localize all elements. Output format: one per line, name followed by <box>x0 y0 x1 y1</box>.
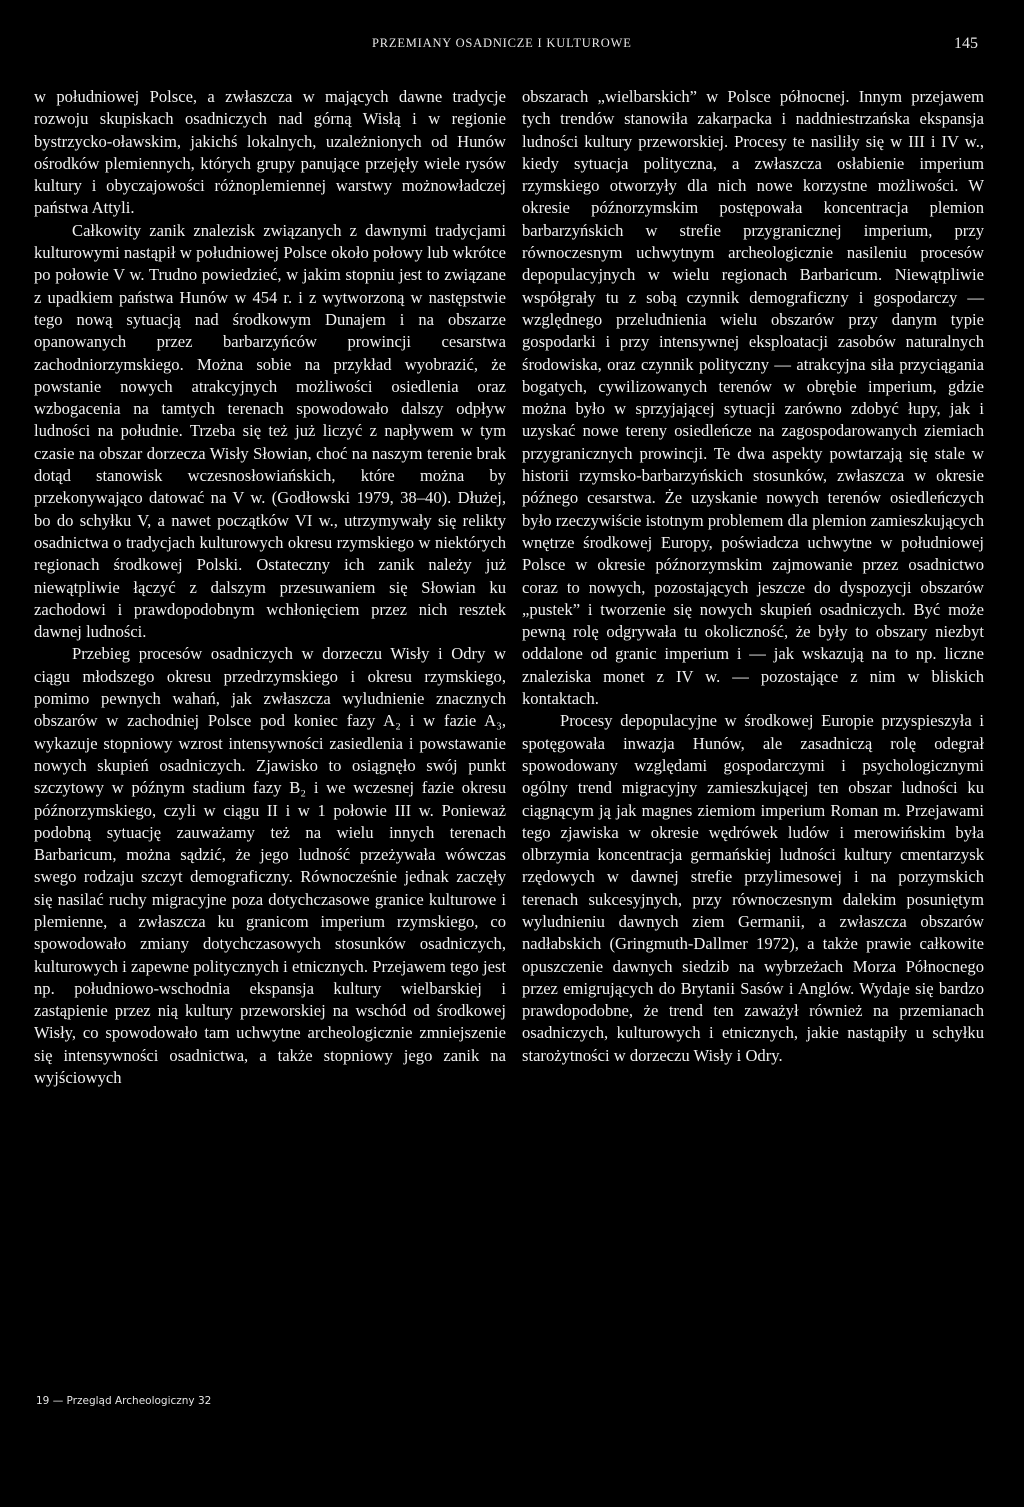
paragraph: obszarach „wielbarskich” w Polsce północnej. Innym przejawem tych trendów stanowiła zakarpacka i naddniestrzańska ekspansja ludności kultury przeworskiej. Procesy te nasiliły się w III i IV w., kiedy sytuacja polityczna, a zwłaszcza osłabienie imperium rzymskiego otworzyły dla nich nowe korzystne możliwości. W okresie późnorzymskim postępowała koncentracja plemion barbarzyńskich w strefie przygranicznej imperium, przy równoczesnym uchwytnym archeologicznie nasileniu procesów depopulacyjnych w wielu regionach Barbaricum. Niewątpliwie współgrały tu z sobą czynnik demograficzny i gospodarczy — względnego przeludnienia wielu obszarów przy danym typie gospodarki i przy intensywnej eksploatacji zasobów naturalnych środowiska, oraz czynnik polityczny — atrakcyjna siła przyciągania bogatych, cywilizowanych terenów w obrębie imperium, gdzie można było w sprzyjającej sytuacji zarówno zdobyć łupy, jak i uzyskać nowe tereny osiedleńcze na zagospodarowanych ziemiach przygranicznych prowincji. Te dwa aspekty powtarzają się stale w historii rzymsko-barbarzyńskich stosunków, zwłaszcza w okresie późnego cesarstwa. Że uzyskanie nowych terenów osiedleńczych było rzeczywiście istotnym problemem dla plemion zamieszkujących wnętrze środkowej Europy, poświadcza uchwytne w południowej Polsce w okresie późnorzymskim zajmowanie przez osadnictwo coraz to nowych, pozostających jeszcze do dyspozycji obszarów „pustek” i tworzenie się nowych skupień osadniczych. Być może pewną rolę odgrywała tu okoliczność, że były to obszary niezbyt oddalone od granic imperium i — jak wskazują na to np. liczne znaleziska monet z IV w. — pozostające z nim w bliskich kontaktach. <box>522 87 984 709</box>
paragraph: Procesy depopulacyjne w środkowej Europie przyspieszyła i spotęgowała inwazja Hunów, ale zasadniczą rolę odegrał spowodowany względami gospodarczymi i psychologicznymi ogólny trend migracyjny zamieszkującej ten obszar ludności ku ciągnącym ją jak magnes ziemiom imperium Roman m. Przejawami tego zjawiska w okresie wędrówek ludów i merowińskim była olbrzymia koncentracja germańskiej ludności kultury cmentarzysk rzędowych w dawnej strefie przylimesowej i na porzymskich terenach sukcesyjnych, przy równoczesnym dalekim posuniętym wyludnieniu dawnych ziem Germanii, a zwłaszcza obszarów nadłabskich (Gringmuth-Dallmer 1972), a także prawie całkowite opuszczenie dawnych siedzib na wybrzeżach Morza Północnego przez emigrujących do Brytanii Sasów i Anglów. Wydaje się bardzo prawdopodobne, że trend ten zaważył również na przemianach osadniczych, kulturowych i etnicznych, jakie nastąpiły u schyłku starożytności w dorzeczu Wisły i Odry. <box>522 711 984 1065</box>
paragraph: w południowej Polsce, a zwłaszcza w mających dawne tradycje rozwoju skupiskach osadniczych nad górną Wisłą i w regionie bystrzycko-oławskim, jakichś lokalnych, uzależnionych od Hunów ośrodków plemiennych, których grupy panujące przejęły wiele rysów kultury i obyczajowości różnoplemiennej warstwy możnowładczej państwa Attyli. <box>34 87 506 218</box>
left-column <box>34 86 506 1089</box>
running-title: PRZEMIANY OSADNICZE I KULTUROWE <box>372 36 632 50</box>
footer-signature: 19 — Przegląd Archeologiczny 32 <box>36 1395 212 1407</box>
right-column <box>522 86 984 1067</box>
paragraph: Przebieg procesów osadniczych w dorzeczu Wisły i Odry w ciągu młodszego okresu przedrzymskiego i okresu rzymskiego, pomimo pewnych wahań, jak zwłaszcza wyludnienie znacznych obszarów w zachodniej Polsce pod koniec fazy A₂ i w fazie A₃, wykazuje stopniowy wzrost intensywności zasiedlenia i powstawanie nowych skupień osadniczych. Zjawisko to osiągnęło swój punkt szczytowy w późnym stadium fazy B₂ i we wczesnej fazie okresu późnorzymskiego, czyli w ciągu II i w 1 połowie III w. Ponieważ podobną sytuację zauważamy też na wielu innych terenach Barbaricum, można sądzić, że jego ludność przeżywała wówczas swego rodzaju szczyt demograficzny. Równocześnie jednak zaczęły się nasilać ruchy migracyjne poza dotychczasowe granice kulturowe i plemienne, a zwłaszcza ku granicom imperium rzymskiego, co spowodowało zmiany dotychczasowych stosunków osadniczych, kulturowych i zapewne politycznych i etnicznych. Przejawem tego jest np. południowo-wschodnia ekspansja kultury wielbarskiej i zastąpienie przez nią kultury przeworskiej na wschód od środkowej Wisły, co spowodowało tam uchwytne archeologicznie zmniejszenie się intensywności osadnictwa, a także stopniowy jego zanik na wyjściowych <box>34 644 506 1088</box>
page-number: 145 <box>954 35 978 52</box>
paragraph: Całkowity zanik znalezisk związanych z dawnymi tradycjami kulturowymi nastąpił w południowej Polsce około połowy lub wkrótce po połowie V w. Trudno powiedzieć, w jakim stopniu jest to związane z upadkiem państwa Hunów w 454 r. i z wytworzoną w następstwie tego nową sytuacją nad środkowym Dunajem i na obszarze opanowanych przez barbarzyńców prowincji cesarstwa zachodniorzymskiego. Można sobie na przykład wyobrazić, że powstanie nowych atrakcyjnych możliwości osiedlenia oraz wzbogacenia na tamtych terenach spowodowało dalszy odpływ ludności na południe. Trzeba się też już liczyć z napływem w tym czasie na obszar dorzecza Wisły Słowian, choć na naszym terenie brak dotąd stanowisk wczesnosłowiańskich, które można by przekonywająco datować na V w. (Godłowski 1979, 38–40). Dłużej, bo do schyłku V, a nawet początków VI w., utrzymywały się relikty osadnictwa o tradycjach kulturowych okresu rzymskiego w niektórych regionach środkowej Polski. Ostateczny ich zanik należy już niewątpliwie łączyć z dalszym przesuwaniem się Słowian ku zachodowi i prawdopodobnym wchłonięciem przez nich resztek dawnej ludności. <box>34 220 506 642</box>
